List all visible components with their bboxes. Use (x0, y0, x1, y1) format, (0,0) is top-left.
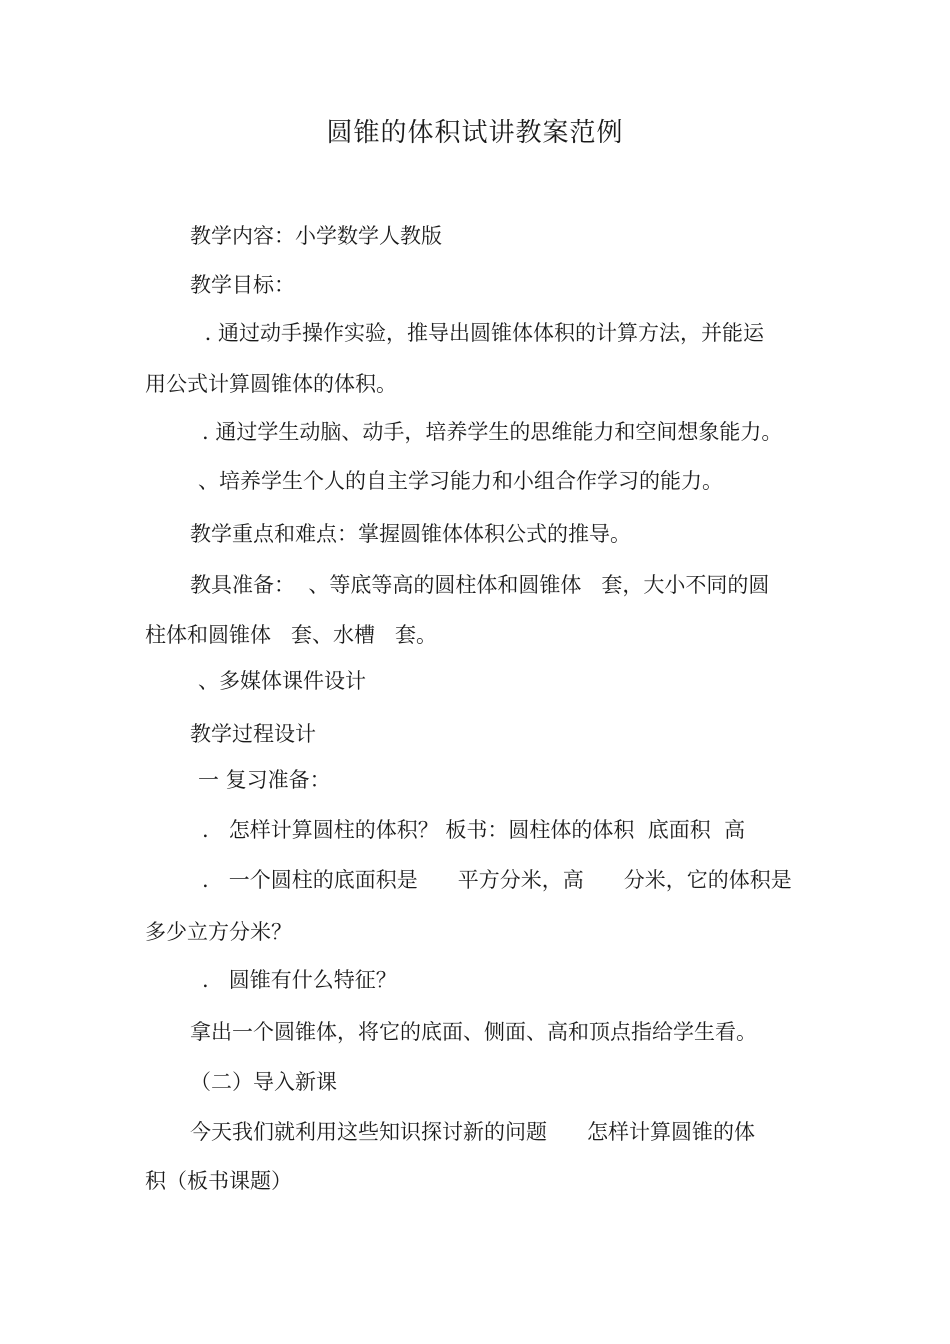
text-line-teaching-content: 教学内容：小学数学人教版 (190, 224, 442, 248)
text-line-process-design: 教学过程设计 (190, 722, 316, 746)
text-line-today: 今天我们就利用这些知识探讨新的问题 怎样计算圆锥的体 (190, 1120, 756, 1144)
text-line-review-prep: 一 复习准备： (198, 768, 331, 792)
text-line-review-q2-cont: 多少立方分米？ (145, 920, 292, 944)
document-title: 圆锥的体积试讲教案范例 (326, 118, 624, 148)
text-line-intro-new-lesson: （二）导入新课 (190, 1070, 337, 1094)
text-line-goal-3: 、培养学生个人的自主学习能力和小组合作学习的能力。 (198, 469, 723, 493)
text-line-teaching-aids-cont: 柱体和圆锥体 套、水槽 套。 (145, 623, 438, 647)
text-line-goal-1-cont: 用公式计算圆锥体的体积。 (145, 372, 397, 396)
text-line-show-cone: 拿出一个圆锥体，将它的底面、侧面、高和顶点指给学生看。 (190, 1020, 757, 1044)
text-line-key-points: 教学重点和难点：掌握圆锥体体积公式的推导。 (190, 522, 631, 546)
text-line-review-q3: . 圆锥有什么特征？ (202, 968, 397, 992)
text-line-multimedia: 、多媒体课件设计 (198, 669, 366, 693)
text-line-teaching-goals: 教学目标： (190, 273, 295, 297)
text-line-goal-2: . 通过学生动脑、动手，培养学生的思维能力和空间想象能力。 (202, 420, 783, 444)
text-line-review-q1: . 怎样计算圆柱的体积？ 板书：圆柱体的体积 底面积 高 (202, 818, 746, 842)
text-line-teaching-aids: 教具准备： 、等底等高的圆柱体和圆锥体 套，大小不同的圆 (190, 573, 770, 597)
text-line-review-q2: . 一个圆柱的底面积是 平方分米，高 分米，它的体积是 (202, 868, 792, 892)
text-line-goal-1: . 通过动手操作实验，推导出圆锥体体积的计算方法，并能运 (198, 321, 765, 345)
text-line-today-cont: 积（板书课题） (145, 1169, 292, 1193)
